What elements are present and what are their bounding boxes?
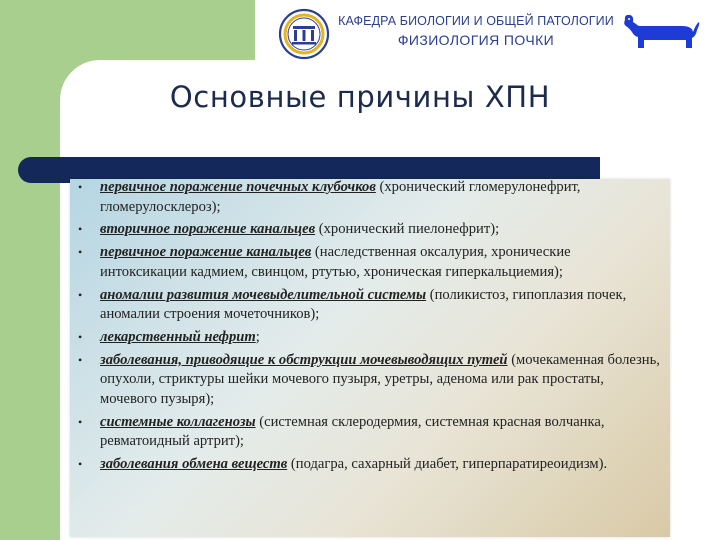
item-emphasis: заболевания, приводящие к обструкции мочевыводящих путей [100,351,508,368]
item-emphasis: вторичное поражение канальцев [100,221,316,238]
item-emphasis: лекарственный нефрит [100,328,256,345]
item-text: (хронический пиелонефрит); [315,221,500,238]
list-item [70,220,660,240]
item-text: (наследственная оксалурия, хронические интоксикации кадмием, свинцом, ртутью, хроническая гиперкальциемия); [100,244,571,280]
list-item [70,178,660,217]
bullet-dot: • [78,287,83,302]
dachshund-mascot-icon [620,10,702,54]
list-item [70,286,660,325]
bullet-dot: • [78,180,83,194]
bullet-dot: • [78,245,83,260]
bullet-dot: • [78,329,83,344]
bullet-dot: • [78,352,83,367]
department-name: КАФЕДРА БИОЛОГИИ И ОБЩЕЙ ПАТОЛОГИИ [338,14,614,28]
university-logo [278,8,330,60]
list-item [70,413,660,452]
item-emphasis: заболевания обмена веществ [100,456,288,473]
item-text: (хронический гломерулонефрит, гломерулосклероз); [100,179,581,215]
item-emphasis: первичное поражение канальцев [100,244,312,261]
item-text: ; [255,328,260,345]
list-item [70,243,660,282]
list-item [70,455,660,475]
item-emphasis: аномалии развития мочевыделительной системы [100,286,427,303]
item-emphasis: первичное поражение почечных клубочков [100,179,376,195]
item-text: (поликистоз, гипоплазия почек, аномалии строения мочеточников); [100,286,627,323]
bullet-dot: • [78,414,83,429]
causes-list [70,178,660,478]
list-item [70,328,660,348]
slide-title: Основные причины ХПН [169,80,551,114]
bullet-dot: • [78,222,83,237]
item-text: (мочекаменная болезнь, опухоли, стриктуры шейки мочевого пузыря, уретры, аденома или рак простаты, мочевого пузыря); [100,351,660,408]
item-text: (системная склеродермия, системная красная волчанка, ревматоидный артрит); [100,413,605,450]
subject-name: ФИЗИОЛОГИЯ ПОЧКИ [397,32,555,48]
bullet-dot: • [78,457,83,472]
department-header [336,14,616,48]
list-item [70,351,660,410]
item-emphasis: системные коллагенозы [100,413,256,430]
item-text: (подагра, сахарный диабет, гиперпаратиреоидизм). [287,456,608,473]
